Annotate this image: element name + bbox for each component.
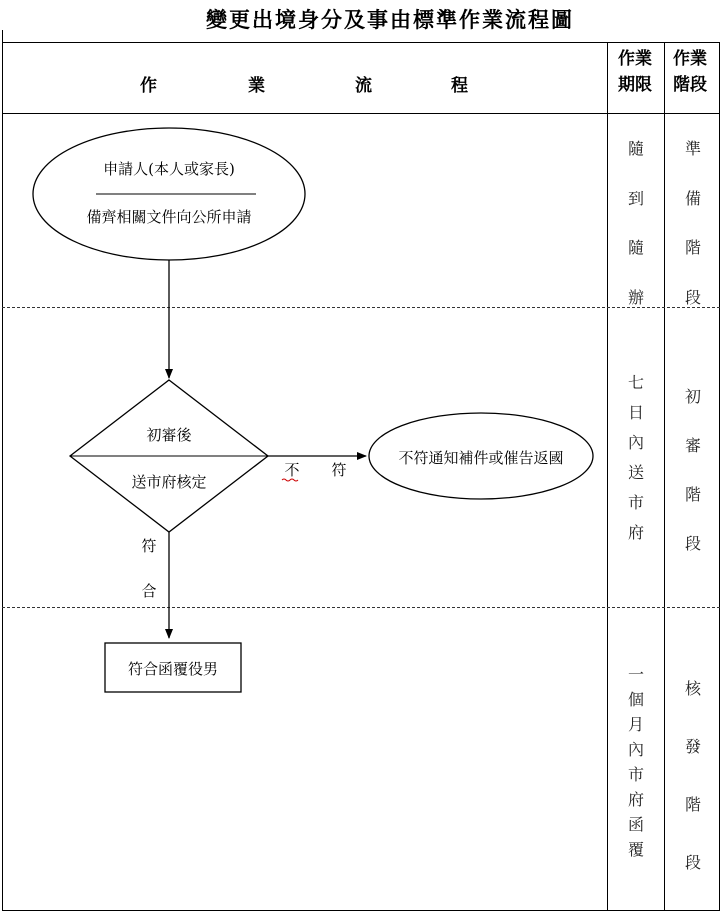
- page-title: 變更出境身分及事由標準作業流程圖: [206, 7, 574, 32]
- header-period: 作業 期限: [618, 49, 652, 95]
- stage-row-3: 核 發 階 段: [684, 679, 701, 872]
- header-flow-char-4: 程: [451, 76, 468, 96]
- stage-row-1: 準 備 階 段: [684, 139, 701, 307]
- header-flow-char-3: 流: [355, 76, 372, 96]
- header-flow-char-2: 業: [248, 76, 265, 96]
- header-stage: 作業 階段: [673, 49, 707, 95]
- yes-label-2: 合: [141, 582, 157, 600]
- review-top-text: 初審後: [146, 426, 192, 444]
- header-flow-char-1: 作: [140, 76, 157, 96]
- stage-row-2: 初 審 階 段: [684, 387, 701, 553]
- period-row-1: 隨 到 隨 辦: [627, 139, 644, 307]
- no-label-1: 不: [284, 461, 300, 479]
- yes-label-1: 符: [141, 537, 157, 555]
- no-label-2: 符: [331, 461, 347, 479]
- period-row-2: 七 日 內 送 市 府: [627, 373, 644, 542]
- applicant-top-text: 申請人(本人或家長): [103, 160, 235, 178]
- reject-text: 不符通知補件或催告返國: [398, 449, 564, 467]
- review-bottom-text: 送市府核定: [131, 473, 207, 491]
- result-text: 符合函覆役男: [127, 660, 218, 678]
- period-row-3: 一 個 月 內 市 府 函 覆: [627, 665, 644, 859]
- applicant-bottom-text: 備齊相關文件向公所申請: [86, 208, 252, 226]
